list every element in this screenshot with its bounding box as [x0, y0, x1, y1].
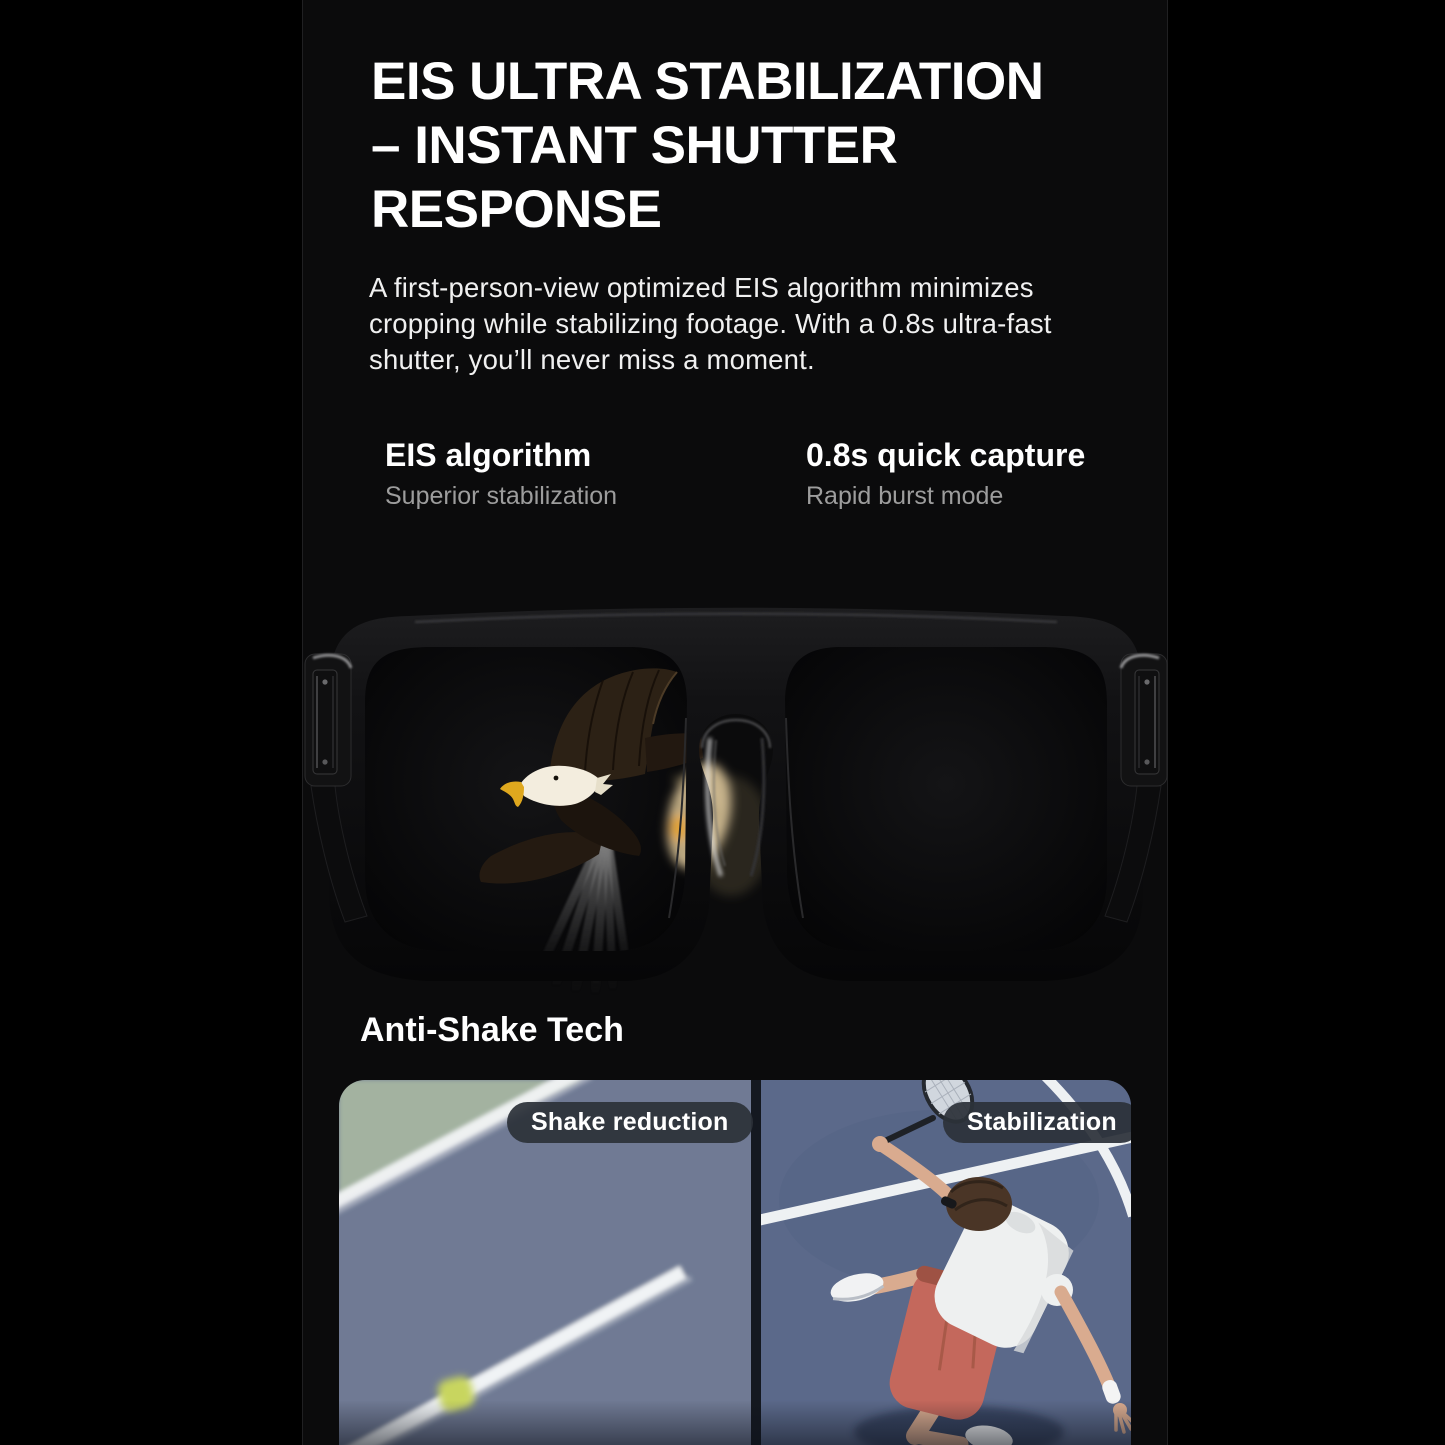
eagle-eye — [554, 776, 559, 781]
feature-subtext: Rapid burst mode — [806, 482, 1004, 510]
anti-shake-comparison-image — [339, 1080, 1131, 1445]
feature-subtext: Superior stabilization — [385, 482, 618, 510]
feature-heading: 0.8s quick capture — [806, 437, 1086, 473]
bottom-vignette — [339, 1400, 1131, 1445]
hero-description: A first-person-view optimized EIS algorithm minimizes cropping while stabilizing footage. With a 0.8s ultra-fast shutter, you’ll never miss a moment. — [369, 272, 1052, 375]
page-title-line-1: EIS ULTRA STABILIZATION — [371, 52, 1044, 111]
page-title-line-2: – INSTANT SHUTTER — [371, 116, 898, 175]
feature-list — [385, 436, 1085, 510]
panel-divider — [751, 1080, 761, 1445]
glasses-eagle-illustration — [303, 588, 1169, 1010]
feature-heading: EIS algorithm — [385, 437, 592, 473]
shake-reduction-badge: Shake reduction — [507, 1102, 753, 1143]
feature-eis-algorithm — [385, 436, 806, 510]
glasses-eagle-svg — [303, 588, 1169, 1010]
feature-quick-capture — [806, 436, 1085, 510]
page-title-line-3: RESPONSE — [371, 180, 662, 239]
anti-shake-heading: Anti-Shake Tech — [360, 1011, 624, 1049]
page-title — [371, 50, 1044, 242]
content-column — [302, 0, 1168, 1445]
stabilization-badge: Stabilization — [943, 1102, 1131, 1143]
